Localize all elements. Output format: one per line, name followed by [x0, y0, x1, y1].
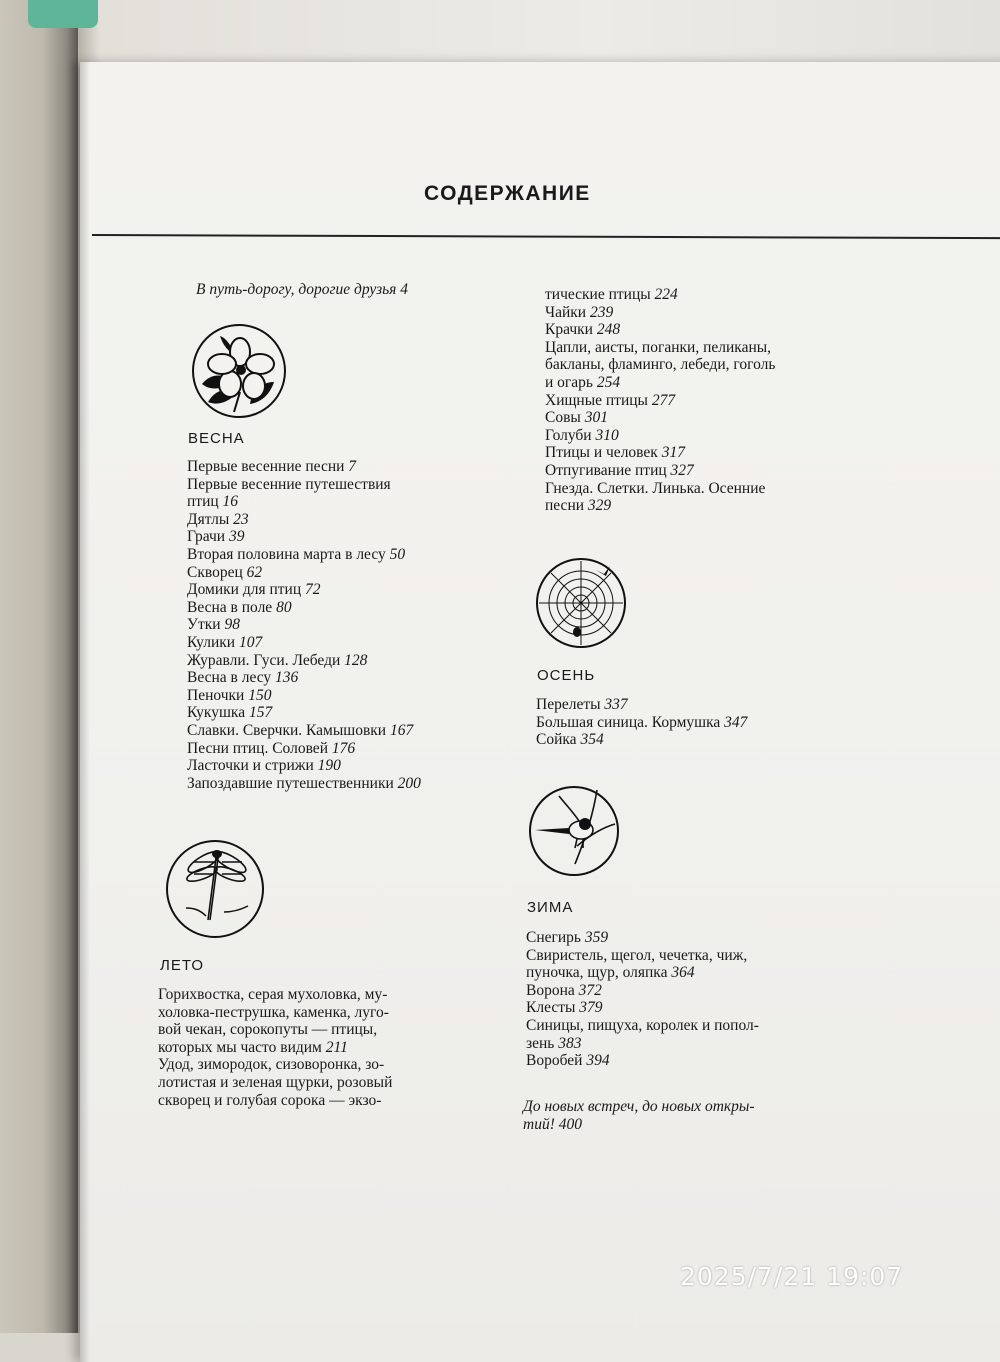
toc-entry — [545, 444, 775, 462]
toc-entry — [545, 339, 775, 357]
toc-entry-title: скворец и голубая сорока — экзо- — [158, 1091, 382, 1109]
toc-entry-title: и огарь — [545, 373, 597, 391]
toc-entry — [526, 964, 759, 982]
toc-entry — [158, 986, 392, 1004]
toc-entry-title: холовка-пеструшка, каменка, луго- — [158, 1003, 389, 1021]
book-spine — [0, 0, 78, 1333]
toc-entry-page: 50 — [389, 545, 406, 563]
toc-entry — [526, 1035, 759, 1053]
toc-entry-page: 39 — [228, 528, 245, 546]
toc-entry-page: 317 — [661, 444, 685, 462]
toc-entry-title: Крачки — [545, 321, 597, 339]
toc-entry-page: 211 — [325, 1038, 348, 1056]
toc-entry-page: 239 — [589, 303, 614, 321]
toc-entry-title: тий! — [523, 1115, 559, 1133]
toc-entry-title: Снегирь — [526, 929, 585, 946]
toc-entry-title: которых мы часто видим — [158, 1038, 326, 1056]
toc-entry — [526, 947, 759, 965]
section-heading-spring: ВЕСНА — [188, 430, 245, 447]
page-title: СОДЕРЖАНИЕ — [424, 182, 591, 205]
toc-entry — [545, 480, 775, 498]
toc-entry-page: 329 — [587, 497, 612, 515]
toc-entry-title: бакланы, фламинго, лебеди, гоголь — [545, 356, 776, 374]
toc-entry-page: 72 — [305, 581, 321, 599]
toc-entry-page: 190 — [317, 757, 341, 775]
toc-entry-page: 136 — [275, 669, 299, 687]
toc-entry-title: Первые весенние путешествия — [187, 475, 391, 493]
toc-entry-page: 310 — [595, 426, 619, 444]
toc-entry — [187, 528, 421, 546]
toc-entry-title: Перелеты — [536, 696, 605, 713]
dragonfly-emblem-icon — [164, 838, 266, 940]
toc-entry-title: Отпугивание птиц — [545, 461, 671, 479]
toc-entry — [187, 511, 421, 529]
toc-entry — [545, 462, 775, 480]
toc-entry-page: 364 — [671, 964, 695, 982]
toc-entry — [545, 286, 775, 304]
toc-intro — [196, 281, 408, 299]
toc-entry-title: Хищные птицы — [545, 391, 652, 409]
toc-entry — [187, 704, 421, 722]
toc-entry-page: 62 — [246, 563, 263, 581]
toc-entry — [536, 731, 747, 749]
toc-entry-page: 80 — [276, 598, 292, 616]
toc-entry-page: 107 — [238, 633, 263, 651]
toc-entry — [545, 427, 775, 445]
toc-entry — [187, 616, 421, 634]
toc-entry-page: 394 — [586, 1052, 610, 1070]
toc-entry — [158, 1056, 392, 1074]
toc-entry-title: пуночка, щур, оляпка — [526, 964, 672, 982]
toc-entry-page: 176 — [331, 739, 356, 757]
toc-entry-title: птиц — [187, 493, 223, 511]
toc-entry-title: Кукушка — [187, 704, 249, 722]
toc-entry-title: зень — [526, 1034, 559, 1052]
toc-entry-title: Голуби — [545, 426, 596, 444]
photo-timestamp: 2025/7/21 19:07 — [680, 1262, 904, 1291]
toc-entry — [158, 1039, 392, 1057]
toc-entry-page: 277 — [651, 391, 676, 409]
toc-entry — [526, 999, 759, 1017]
toc-entry-title: Весна в лесу — [187, 669, 276, 687]
toc-entry-title: вой чекан, сорокопуты — птицы, — [158, 1021, 378, 1039]
toc-entry-title: Ворона — [526, 981, 579, 999]
toc-entry-title: Горихвостка, серая мухоловка, му- — [158, 986, 388, 1003]
toc-entry — [187, 599, 421, 617]
toc-entry — [187, 493, 421, 511]
toc-entry — [545, 304, 775, 322]
toc-entry-page: 400 — [558, 1115, 582, 1133]
section-heading-winter: ЗИМА — [527, 899, 574, 916]
toc-entry — [526, 1017, 759, 1035]
toc-winter-list — [526, 929, 759, 1070]
toc-entry: В путь-дорогу, дорогие друзья 4 — [196, 281, 409, 298]
toc-entry-page: 359 — [584, 929, 609, 946]
toc-entry — [187, 757, 421, 775]
toc-entry-title: Птицы и человек — [545, 444, 662, 462]
toc-entry — [536, 696, 747, 714]
bird-on-branch-emblem-icon — [527, 784, 621, 878]
toc-entry-title: Запоздавшие путешественники — [187, 774, 398, 792]
toc-entry-page: 7 — [348, 458, 357, 475]
toc-entry — [187, 669, 421, 687]
toc-entry-title: Совы — [545, 409, 585, 427]
toc-entry-title: До новых встреч, до новых откры- — [523, 1098, 755, 1115]
toc-entry-title: Первые весенние песни — [187, 458, 349, 475]
toc-entry-title: Синицы, пищуха, королек и попол- — [526, 1016, 759, 1034]
toc-entry — [187, 458, 421, 476]
toc-entry-title: Грачи — [187, 528, 229, 546]
toc-entry-page: 379 — [579, 999, 603, 1017]
toc-outro-list — [523, 1098, 755, 1133]
toc-entry — [526, 1052, 759, 1070]
toc-autumn-list — [536, 696, 747, 749]
toc-entry-title: Клесты — [526, 999, 580, 1017]
toc-entry-page: 301 — [584, 409, 608, 427]
toc-entry-title: лотистая и зеленая щурки, розовый — [158, 1073, 393, 1091]
toc-entry — [187, 740, 421, 758]
toc-entry — [187, 634, 421, 652]
toc-entry — [526, 929, 759, 947]
spine-ribbon — [28, 0, 98, 28]
toc-entry-title: Славки. Сверчки. Камышовки — [187, 721, 390, 739]
toc-entry — [523, 1098, 755, 1116]
toc-entry — [545, 409, 775, 427]
toc-entry-title: Домики для птиц — [187, 581, 305, 599]
toc-entry-page: 347 — [724, 713, 748, 731]
page-shadow — [80, 62, 90, 1362]
toc-entry — [545, 392, 775, 410]
toc-entry-page: 383 — [558, 1034, 582, 1052]
toc-entry — [158, 1021, 392, 1039]
toc-entry — [545, 374, 775, 392]
toc-entry-title: Весна в поле — [187, 598, 277, 616]
toc-entry-page: 327 — [670, 461, 694, 479]
section-heading-autumn: ОСЕНЬ — [537, 667, 596, 684]
toc-entry-page: 16 — [222, 493, 239, 511]
toc-entry-title: Чайки — [545, 303, 590, 321]
toc-entry — [158, 1004, 392, 1022]
toc-entry-title: Утки — [187, 616, 225, 634]
toc-entry — [187, 476, 421, 494]
toc-entry-title: Гнезда. Слетки. Линька. Осенние — [545, 479, 766, 497]
toc-entry-page: 372 — [578, 981, 602, 999]
toc-entry-title: тические птицы — [545, 286, 655, 303]
toc-entry-title: Песни птиц. Соловей — [187, 739, 332, 757]
toc-entry — [536, 714, 747, 732]
toc-entry-title: Сойка — [536, 731, 581, 749]
flower-emblem-icon — [190, 322, 288, 420]
toc-entry-title: Журавли. Гуси. Лебеди — [187, 651, 345, 669]
spiderweb-emblem-icon — [534, 556, 628, 650]
section-heading-summer: ЛЕТО — [160, 957, 205, 974]
toc-entry-title: Цапли, аисты, поганки, пеликаны, — [545, 338, 772, 356]
toc-entry-page: 167 — [389, 721, 414, 739]
toc-entry-title: Воробей — [526, 1052, 587, 1070]
toc-entry — [545, 497, 775, 515]
toc-entry — [187, 722, 421, 740]
toc-entry-page: 157 — [248, 704, 273, 722]
toc-entry-page: 98 — [224, 616, 240, 634]
toc-entry-title: Дятлы — [187, 510, 234, 528]
toc-entry-page: 224 — [654, 286, 678, 303]
toc-entry — [187, 581, 421, 599]
toc-entry-title: песни — [545, 497, 588, 515]
toc-entry-title: Кулики — [187, 633, 239, 651]
toc-entry-page: 200 — [397, 774, 421, 792]
toc-entry — [187, 687, 421, 705]
toc-summer-list — [158, 986, 392, 1109]
toc-entry-title: Удод, зимородок, сизоворонка, зо- — [158, 1056, 385, 1074]
toc-entry-page: 23 — [233, 510, 249, 528]
toc-spring-list — [187, 458, 421, 792]
toc-entry-page: 128 — [344, 651, 368, 669]
toc-entry — [187, 546, 421, 564]
toc-entry — [187, 652, 421, 670]
toc-entry — [187, 564, 421, 582]
toc-entry-title: Ласточки и стрижи — [187, 757, 318, 775]
toc-entry-page: 248 — [596, 321, 621, 339]
toc-entry-title: Большая синица. Кормушка — [536, 713, 725, 731]
toc-entry-title: Скворец — [187, 563, 247, 581]
toc-entry — [545, 356, 775, 374]
toc-entry — [523, 1116, 755, 1134]
toc-entry-title: Свиристель, щегол, чечетка, чиж, — [526, 946, 748, 964]
toc-entry — [526, 982, 759, 1000]
toc-entry-title: Вторая половина марта в лесу — [187, 545, 390, 563]
toc-entry — [545, 321, 775, 339]
toc-entry — [187, 775, 421, 793]
toc-entry-page: 150 — [248, 686, 272, 704]
toc-entry-page: 337 — [604, 696, 628, 713]
toc-entry-page: 354 — [580, 731, 604, 749]
toc-entry-title: Пеночки — [187, 686, 249, 704]
toc-summer-continued-list — [545, 286, 775, 515]
toc-entry — [158, 1074, 392, 1092]
toc-entry — [158, 1092, 392, 1110]
toc-entry-page: 254 — [596, 373, 621, 391]
